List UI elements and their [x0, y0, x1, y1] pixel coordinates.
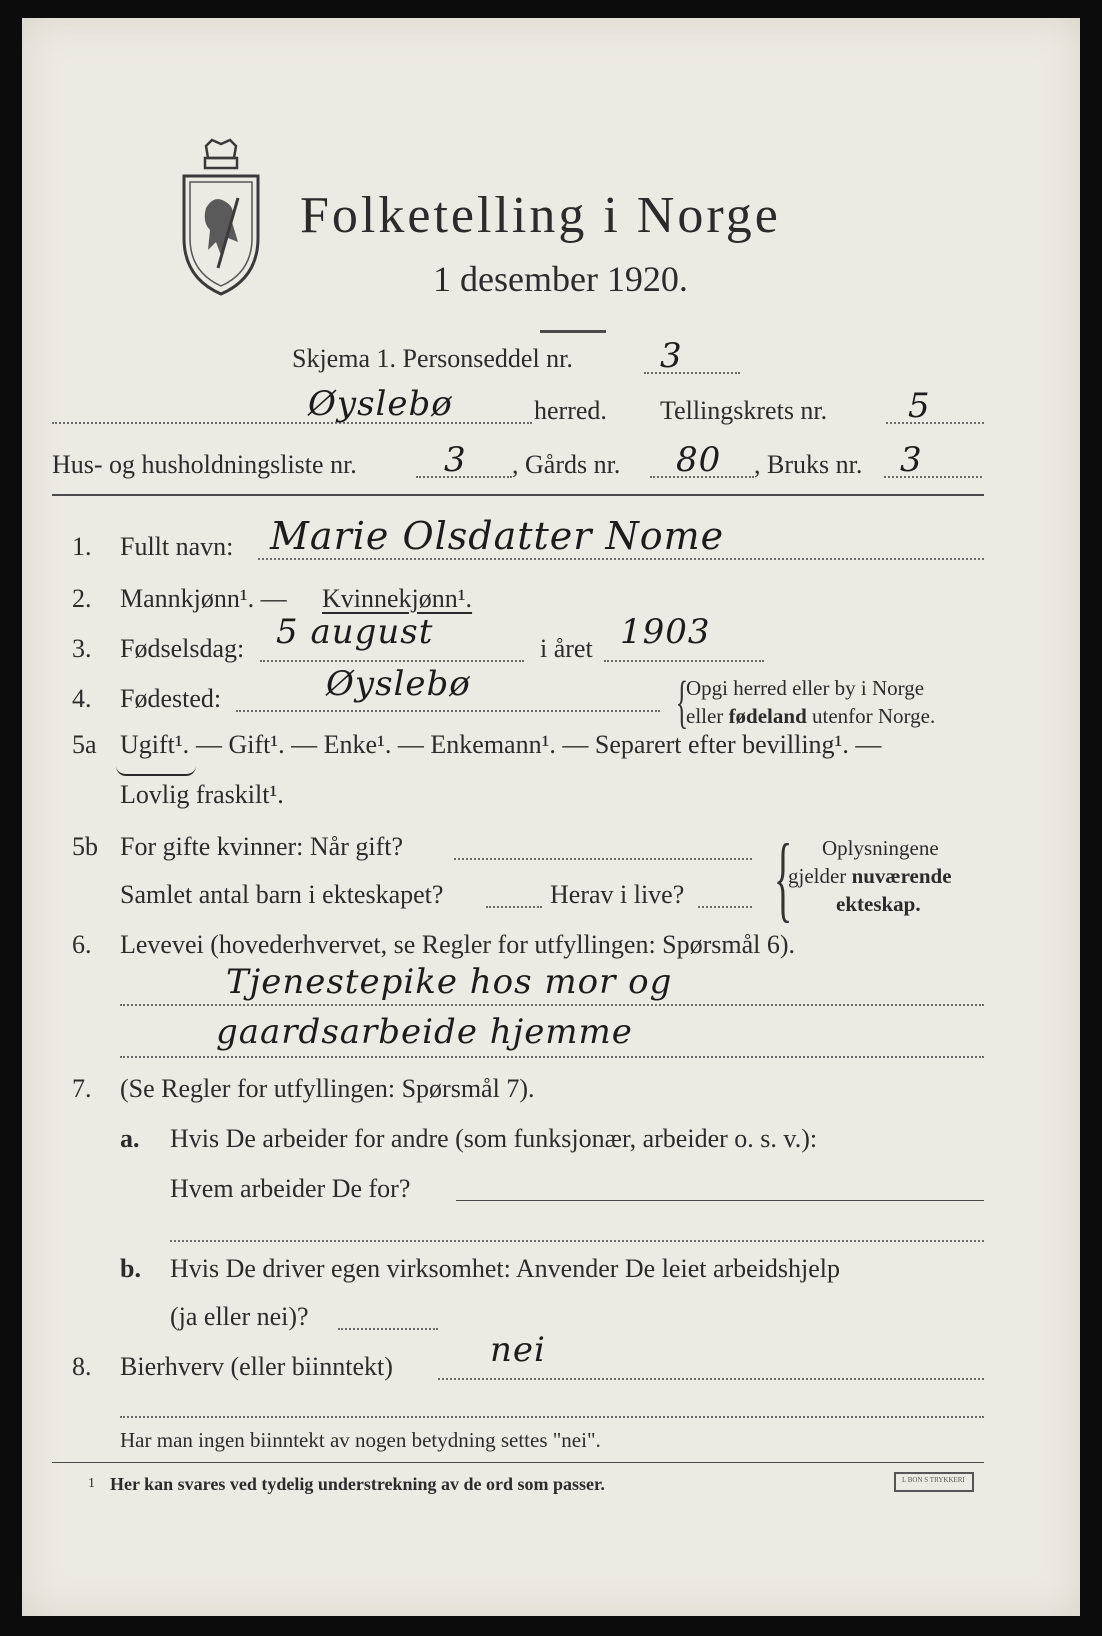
side-income-value: nei — [490, 1330, 546, 1370]
herred-field[interactable] — [52, 422, 532, 424]
q8-label: Bierhverv (eller biinntekt) — [120, 1352, 393, 1381]
q7-number: 7. — [72, 1074, 92, 1103]
q5b-number: 5b — [72, 832, 98, 861]
occupation-value-2: gaardsarbeide hjemme — [216, 1012, 633, 1052]
q2-number: 2. — [72, 584, 92, 613]
q1-number: 1. — [72, 532, 92, 561]
gards-label: , Gårds nr. — [512, 450, 621, 479]
birthday-value: 5 august — [276, 612, 434, 652]
birthplace-field[interactable] — [236, 710, 660, 712]
q7b-text: Hvis De driver egen virksomhet: Anvender De leiet arbeidshjelp — [170, 1254, 841, 1283]
footer-divider — [52, 1462, 984, 1463]
q6-number: 6. — [72, 930, 92, 959]
bruks-field[interactable] — [884, 476, 982, 478]
q4-label: Fødested: — [120, 684, 222, 713]
hired-help-field[interactable] — [338, 1328, 438, 1330]
birthplace-note-1: Opgi herred eller by i Norge — [686, 676, 925, 700]
personseddel-value: 3 — [660, 336, 683, 376]
tellingskrets-field[interactable] — [886, 422, 984, 424]
occupation-field-1[interactable] — [120, 1004, 984, 1006]
ugift-underline-mark — [116, 766, 196, 776]
status-options-rest[interactable]: — Gift¹. — Enke¹. — Enkemann¹. — Separert efter bevilling¹. — — [196, 730, 882, 759]
children-total-label: Samlet antal barn i ekteskapet? — [120, 880, 444, 909]
q7a-letter: a. — [120, 1124, 140, 1153]
husholdningsliste-value: 3 — [444, 440, 467, 480]
full-name-value: Marie Olsdatter Nome — [270, 514, 725, 558]
tellingskrets-value: 5 — [908, 386, 931, 426]
children-alive-field[interactable] — [698, 906, 752, 908]
note-brace: { — [675, 669, 689, 734]
married-when-label: For gifte kvinner: Når gift? — [120, 832, 404, 861]
header-divider — [52, 494, 984, 496]
tellingskrets-label: Tellingskrets nr. — [660, 396, 828, 425]
q8-number: 8. — [72, 1352, 92, 1381]
birthplace-note-2: eller fødeland utenfor Norge. — [686, 704, 936, 728]
footer-note: Har man ingen biinntekt av nogen betydning settes "nei". — [120, 1428, 601, 1452]
employer-field-2[interactable] — [170, 1240, 984, 1242]
gards-value: 80 — [676, 440, 722, 480]
q7a-question: Hvem arbeider De for? — [170, 1174, 411, 1203]
q7a-text: Hvis De arbeider for andre (som funksjonær, arbeider o. s. v.): — [170, 1124, 818, 1153]
q1-label: Fullt navn: — [120, 532, 234, 561]
year-label: i året — [540, 634, 593, 663]
status-option-fraskilt[interactable]: Lovlig fraskilt¹. — [120, 780, 284, 809]
sex-option-male[interactable]: Mannkjønn¹. — — [120, 584, 287, 613]
married-when-field[interactable] — [454, 858, 752, 860]
printer-stamp — [894, 1472, 974, 1492]
status-option-ugift[interactable]: Ugift¹. — [120, 730, 190, 759]
printer-stamp-text: L BON S TRYKKERI — [902, 1476, 965, 1484]
occupation-field-2[interactable] — [120, 1056, 984, 1058]
marriage-note-2: gjelder nuværende — [788, 864, 952, 888]
side-income-field[interactable] — [438, 1378, 984, 1380]
q7b-question: (ja eller nei)? — [170, 1302, 309, 1331]
q3-number: 3. — [72, 634, 92, 663]
birthday-field[interactable] — [260, 660, 524, 662]
census-date: 1 desember 1920. — [433, 259, 688, 299]
coat-of-arms-icon — [178, 138, 264, 298]
herred-label: herred. — [534, 396, 607, 425]
q7-label: (Se Regler for utfyllingen: Spørsmål 7). — [120, 1074, 535, 1103]
husholdningsliste-label: Hus- og husholdningsliste nr. — [52, 450, 357, 479]
sex-option-female[interactable]: Kvinnekjønn¹. — [322, 584, 473, 613]
q7b-letter: b. — [120, 1254, 141, 1283]
birth-year-value: 1903 — [620, 612, 711, 652]
footnote-text: Her kan svares ved tydelig understrekning av de ord som passer. — [110, 1474, 605, 1494]
q5a-number: 5a — [72, 730, 97, 759]
children-alive-label: Herav i live? — [550, 880, 685, 909]
bruks-label: , Bruks nr. — [754, 450, 863, 479]
footnote-number: 1 — [88, 1476, 95, 1491]
marriage-note-1: Oplysningene — [822, 836, 939, 860]
q3-label: Fødselsdag: — [120, 634, 245, 663]
personseddel-field[interactable] — [644, 372, 740, 374]
marriage-note-3: ekteskap. — [836, 892, 921, 916]
form-title: Folketelling i Norge — [300, 187, 781, 244]
skjema-label: Skjema 1. Personseddel nr. — [292, 344, 573, 373]
birth-year-field[interactable] — [604, 660, 764, 662]
bruks-value: 3 — [900, 440, 923, 480]
birthplace-value: Øyslebø — [326, 664, 471, 704]
q4-number: 4. — [72, 684, 92, 713]
occupation-value-1: Tjenestepike hos mor og — [226, 962, 673, 1002]
employer-field[interactable] — [456, 1200, 984, 1201]
q6-label: Levevei (hovederhvervet, se Regler for utfyllingen: Spørsmål 6). — [120, 930, 796, 959]
marriage-note-brace: { — [773, 824, 793, 931]
children-total-field[interactable] — [486, 906, 542, 908]
herred-value: Øyslebø — [308, 384, 453, 424]
side-income-field-2[interactable] — [120, 1416, 984, 1418]
full-name-field[interactable] — [258, 558, 984, 560]
title-divider — [540, 330, 606, 333]
